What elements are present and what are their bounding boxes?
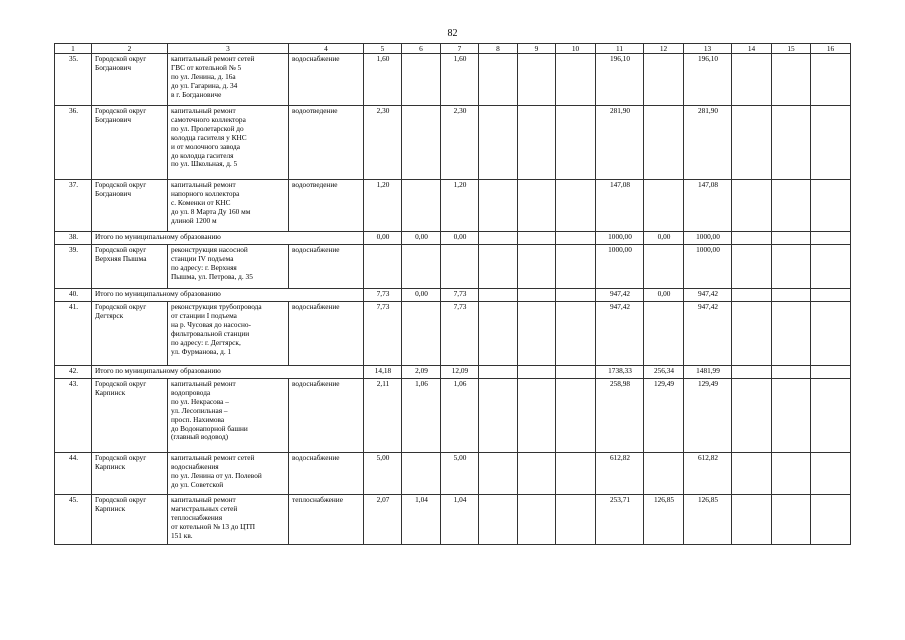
value-cell <box>772 495 811 545</box>
value-cell <box>402 54 441 106</box>
table-row <box>55 453 851 495</box>
column-header: 7 <box>441 44 479 54</box>
row-number-cell: 35. <box>55 54 92 106</box>
value-cell <box>518 289 556 302</box>
category-cell: теплоснабжение <box>289 495 364 545</box>
value-cell <box>644 106 684 180</box>
value-cell <box>518 453 556 495</box>
work-description-cell: реконструкция трубопровода от станции I подъема на р. Чусовая до насосно- фильтровальной станции по адресу: г. Дегтярск, ул. Фурманова, д. 1 <box>168 302 289 366</box>
row-number-cell: 40. <box>55 289 92 302</box>
table-row <box>55 180 851 232</box>
total-label-cell: Итого по муниципальному образованию <box>92 366 364 379</box>
value-cell: 1,04 <box>402 495 441 545</box>
value-cell <box>811 54 851 106</box>
row-number-cell: 38. <box>55 232 92 245</box>
value-cell: 947,42 <box>596 302 644 366</box>
column-header: 13 <box>684 44 732 54</box>
column-header: 5 <box>364 44 402 54</box>
value-cell <box>772 232 811 245</box>
value-cell: 2,07 <box>364 495 402 545</box>
column-header: 4 <box>289 44 364 54</box>
value-cell: 1,60 <box>364 54 402 106</box>
value-cell <box>811 366 851 379</box>
value-cell: 12,09 <box>441 366 479 379</box>
value-cell <box>732 366 772 379</box>
value-cell: 5,00 <box>441 453 479 495</box>
row-number-cell: 42. <box>55 366 92 379</box>
value-cell: 612,82 <box>596 453 644 495</box>
value-cell: 1000,00 <box>684 245 732 289</box>
value-cell <box>518 495 556 545</box>
value-cell <box>518 302 556 366</box>
table-row <box>55 379 851 453</box>
value-cell <box>772 180 811 232</box>
table-row <box>55 54 851 106</box>
value-cell <box>732 245 772 289</box>
value-cell <box>644 54 684 106</box>
value-cell <box>556 302 596 366</box>
value-cell <box>772 54 811 106</box>
value-cell: 7,73 <box>364 289 402 302</box>
value-cell: 612,82 <box>684 453 732 495</box>
value-cell <box>518 54 556 106</box>
value-cell: 947,42 <box>684 289 732 302</box>
category-cell: водоотведение <box>289 180 364 232</box>
work-description-cell: капитальный ремонт самотечного коллектора по ул. Пролетарской до колодца гасителя у КНС и от молочного завода до колодца гасителя по ул. Школьная, д. 5 <box>168 106 289 180</box>
work-description-cell: капитальный ремонт магистральных сетей теплоснабжения от котельной № 13 до ЦТП 151 кв. <box>168 495 289 545</box>
category-cell: водоснабжение <box>289 245 364 289</box>
value-cell: 2,11 <box>364 379 402 453</box>
value-cell <box>556 232 596 245</box>
district-cell: Городской округ Богданович <box>92 54 168 106</box>
table-row <box>55 245 851 289</box>
value-cell <box>518 180 556 232</box>
total-label-cell: Итого по муниципальному образованию <box>92 289 364 302</box>
value-cell: 0,00 <box>364 232 402 245</box>
header-row <box>55 44 851 54</box>
value-cell <box>556 379 596 453</box>
value-cell: 126,85 <box>644 495 684 545</box>
total-row <box>55 232 851 245</box>
value-cell: 5,00 <box>364 453 402 495</box>
value-cell <box>811 289 851 302</box>
row-number-cell: 43. <box>55 379 92 453</box>
value-cell: 256,34 <box>644 366 684 379</box>
value-cell <box>811 495 851 545</box>
value-cell: 2,09 <box>402 366 441 379</box>
value-cell <box>644 180 684 232</box>
district-cell: Городской округ Карпинск <box>92 453 168 495</box>
value-cell: 1,60 <box>441 54 479 106</box>
value-cell <box>772 106 811 180</box>
total-row <box>55 289 851 302</box>
value-cell <box>518 232 556 245</box>
work-description-cell: капитальный ремонт напорного коллектора с. Коменки от КНС до ул. 8 Марта Ду 160 мм длиной 1200 м <box>168 180 289 232</box>
value-cell <box>811 106 851 180</box>
work-description-cell: капитальный ремонт сетей ГВС от котельной № 5 по ул. Ленина, д. 16а до ул. Гагарина, д. 34 в г. Богдановиче <box>168 54 289 106</box>
value-cell: 1,20 <box>364 180 402 232</box>
value-cell <box>772 245 811 289</box>
value-cell <box>811 302 851 366</box>
value-cell: 1,06 <box>402 379 441 453</box>
column-header: 1 <box>55 44 92 54</box>
column-header: 3 <box>168 44 289 54</box>
category-cell: водоотведение <box>289 106 364 180</box>
value-cell <box>556 54 596 106</box>
value-cell <box>402 302 441 366</box>
column-header: 16 <box>811 44 851 54</box>
page-number: 82 <box>447 28 458 39</box>
value-cell: 196,10 <box>684 54 732 106</box>
value-cell: 281,90 <box>684 106 732 180</box>
work-description-cell: реконструкция насосной станции IV подъема по адресу: г. Верхняя Пышма, ул. Петрова, д. 35 <box>168 245 289 289</box>
value-cell: 129,49 <box>684 379 732 453</box>
row-number-cell: 44. <box>55 453 92 495</box>
value-cell <box>556 180 596 232</box>
category-cell: водоснабжение <box>289 453 364 495</box>
district-cell: Городской округ Верхняя Пышма <box>92 245 168 289</box>
column-header: 10 <box>556 44 596 54</box>
value-cell: 2,30 <box>441 106 479 180</box>
value-cell: 0,00 <box>402 289 441 302</box>
value-cell: 14,18 <box>364 366 402 379</box>
value-cell <box>811 379 851 453</box>
total-label-cell: Итого по муниципальному образованию <box>92 232 364 245</box>
value-cell: 1,20 <box>441 180 479 232</box>
value-cell: 1000,00 <box>684 232 732 245</box>
value-cell <box>556 245 596 289</box>
value-cell <box>811 180 851 232</box>
value-cell: 147,08 <box>596 180 644 232</box>
value-cell <box>364 245 402 289</box>
district-cell: Городской округ Карпинск <box>92 495 168 545</box>
category-cell: водоснабжение <box>289 302 364 366</box>
district-cell: Городской округ Богданович <box>92 106 168 180</box>
value-cell <box>772 453 811 495</box>
value-cell <box>556 366 596 379</box>
data-table <box>54 43 851 545</box>
value-cell <box>402 245 441 289</box>
value-cell: 1000,00 <box>596 245 644 289</box>
value-cell <box>556 106 596 180</box>
value-cell <box>644 302 684 366</box>
value-cell <box>772 366 811 379</box>
column-header: 8 <box>479 44 518 54</box>
value-cell: 129,49 <box>644 379 684 453</box>
value-cell <box>518 379 556 453</box>
value-cell <box>479 366 518 379</box>
table-row <box>55 106 851 180</box>
value-cell: 281,90 <box>596 106 644 180</box>
value-cell <box>479 54 518 106</box>
district-cell: Городской округ Дегтярск <box>92 302 168 366</box>
value-cell <box>644 453 684 495</box>
value-cell <box>556 495 596 545</box>
value-cell <box>732 232 772 245</box>
value-cell <box>811 453 851 495</box>
value-cell <box>441 245 479 289</box>
value-cell <box>402 180 441 232</box>
row-number-cell: 41. <box>55 302 92 366</box>
value-cell <box>402 453 441 495</box>
value-cell <box>479 180 518 232</box>
value-cell <box>479 232 518 245</box>
row-number-cell: 36. <box>55 106 92 180</box>
value-cell: 1,04 <box>441 495 479 545</box>
value-cell: 196,10 <box>596 54 644 106</box>
value-cell <box>732 180 772 232</box>
work-description-cell: капитальный ремонт водопровода по ул. Некрасова – ул. Лесопильная – просп. Нахимова до Водонапорной башни (главный водовод) <box>168 379 289 453</box>
value-cell <box>732 495 772 545</box>
column-header: 14 <box>732 44 772 54</box>
row-number-cell: 37. <box>55 180 92 232</box>
value-cell: 7,73 <box>441 302 479 366</box>
value-cell <box>479 106 518 180</box>
value-cell: 258,98 <box>596 379 644 453</box>
value-cell <box>732 379 772 453</box>
value-cell: 147,08 <box>684 180 732 232</box>
value-cell: 947,42 <box>596 289 644 302</box>
district-cell: Городской округ Богданович <box>92 180 168 232</box>
value-cell <box>479 302 518 366</box>
value-cell: 7,73 <box>364 302 402 366</box>
value-cell: 1481,99 <box>684 366 732 379</box>
column-header: 12 <box>644 44 684 54</box>
column-header: 9 <box>518 44 556 54</box>
value-cell: 2,30 <box>364 106 402 180</box>
value-cell: 1738,33 <box>596 366 644 379</box>
value-cell <box>402 106 441 180</box>
table-row <box>55 302 851 366</box>
column-header: 15 <box>772 44 811 54</box>
table-row <box>55 495 851 545</box>
column-header: 6 <box>402 44 441 54</box>
value-cell: 0,00 <box>402 232 441 245</box>
column-header: 2 <box>92 44 168 54</box>
value-cell <box>811 245 851 289</box>
value-cell <box>644 245 684 289</box>
value-cell <box>479 245 518 289</box>
value-cell <box>479 495 518 545</box>
value-cell: 7,73 <box>441 289 479 302</box>
row-number-cell: 45. <box>55 495 92 545</box>
value-cell <box>732 106 772 180</box>
value-cell: 253,71 <box>596 495 644 545</box>
work-description-cell: капитальный ремонт сетей водоснабжения по ул. Ленина от ул. Полевой до ул. Советской <box>168 453 289 495</box>
value-cell <box>732 302 772 366</box>
value-cell: 1,06 <box>441 379 479 453</box>
value-cell: 126,85 <box>684 495 732 545</box>
value-cell <box>518 245 556 289</box>
district-cell: Городской округ Карпинск <box>92 379 168 453</box>
value-cell <box>772 289 811 302</box>
value-cell: 947,42 <box>684 302 732 366</box>
row-number-cell: 39. <box>55 245 92 289</box>
value-cell: 0,00 <box>441 232 479 245</box>
category-cell: водоснабжение <box>289 379 364 453</box>
value-cell <box>772 302 811 366</box>
value-cell <box>518 366 556 379</box>
table-body <box>55 54 851 545</box>
value-cell <box>811 232 851 245</box>
value-cell: 1000,00 <box>596 232 644 245</box>
value-cell <box>732 54 772 106</box>
value-cell <box>732 453 772 495</box>
value-cell <box>772 379 811 453</box>
value-cell <box>479 453 518 495</box>
value-cell <box>556 289 596 302</box>
value-cell <box>479 379 518 453</box>
value-cell <box>732 289 772 302</box>
value-cell: 0,00 <box>644 232 684 245</box>
total-row <box>55 366 851 379</box>
value-cell <box>479 289 518 302</box>
value-cell <box>556 453 596 495</box>
category-cell: водоснабжение <box>289 54 364 106</box>
column-header: 11 <box>596 44 644 54</box>
value-cell <box>518 106 556 180</box>
value-cell: 0,00 <box>644 289 684 302</box>
